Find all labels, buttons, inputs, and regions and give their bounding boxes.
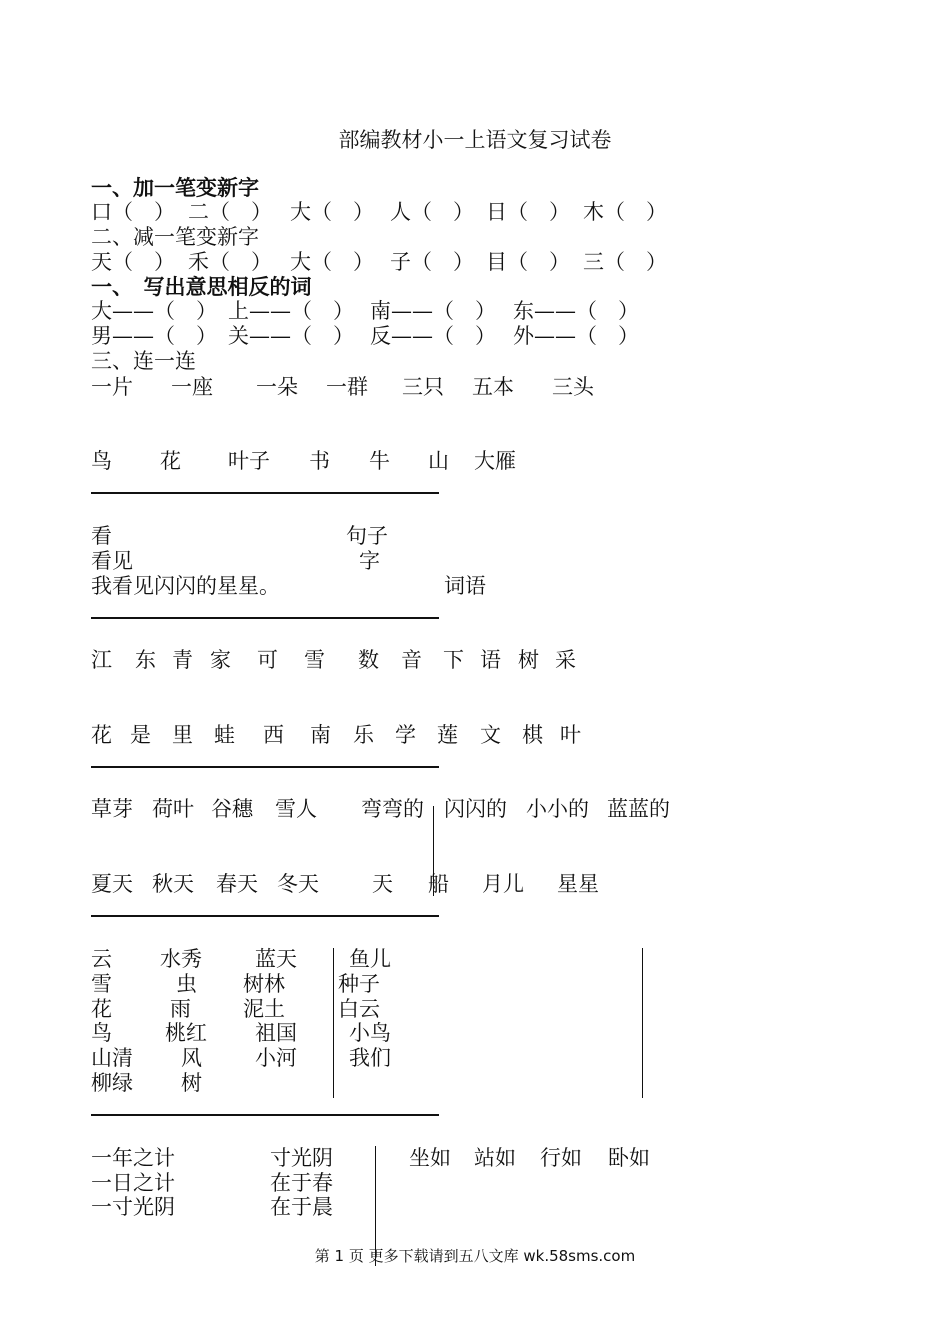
match1-top-word: 五本 [472, 375, 514, 399]
match3-top-char: 青 [172, 648, 193, 672]
match5-col1-word: 云 [91, 947, 112, 971]
match1-top-word: 一片 [91, 375, 133, 399]
match4-top-word: 荷叶 [152, 797, 194, 821]
match3-bottom-char: 棋 [522, 723, 543, 747]
divider-line [91, 1114, 439, 1116]
match5-col1-word: 鸟 [91, 1021, 112, 1045]
remove-stroke-item: 大（ ） [290, 250, 374, 274]
match4-top-word: 雪人 [275, 797, 317, 821]
match3-top-char: 东 [135, 648, 156, 672]
match1-top-word: 一朵 [256, 375, 298, 399]
match1-top-word: 三只 [402, 375, 444, 399]
match6-col1-phrase: 一年之计 [91, 1146, 175, 1170]
match6-right-word: 站如 [474, 1146, 516, 1170]
divider-line [91, 492, 439, 494]
match4-top-word: 闪闪的 [444, 797, 507, 821]
match2-right-item: 句子 [346, 524, 388, 548]
match4-bottom-word: 船 [428, 872, 449, 896]
match1-bottom-word: 花 [160, 449, 181, 473]
page-title: 部编教材小一上语文复习试卷 [338, 128, 612, 152]
match4-bottom-word: 春天 [216, 872, 258, 896]
match3-top-char: 雪 [304, 648, 325, 672]
add-stroke-item: 二（ ） [188, 200, 272, 224]
vertical-rule [333, 948, 334, 1098]
match3-bottom-char: 叶 [560, 723, 581, 747]
match5-col4-word: 种子 [338, 972, 380, 996]
match3-bottom-char: 蛙 [214, 723, 235, 747]
add-stroke-item: 口（ ） [91, 200, 175, 224]
match3-top-char: 家 [210, 648, 231, 672]
section-heading-add-stroke: 一、加一笔变新字 [91, 176, 259, 200]
match3-bottom-char: 学 [395, 723, 416, 747]
match4-bottom-word: 秋天 [152, 872, 194, 896]
match3-top-char: 可 [257, 648, 278, 672]
antonym-item: 男——（ ） [91, 324, 217, 348]
match3-bottom-char: 里 [172, 723, 193, 747]
remove-stroke-item: 天（ ） [91, 250, 175, 274]
match2-left-item: 看见 [91, 549, 133, 573]
match5-col3-word: 泥土 [243, 997, 285, 1021]
remove-stroke-item: 三（ ） [583, 250, 667, 274]
vertical-rule [642, 948, 643, 1098]
antonym-item: 关——（ ） [228, 324, 354, 348]
add-stroke-item: 日（ ） [486, 200, 570, 224]
match5-col1-word: 花 [91, 997, 112, 1021]
match4-top-word: 小小的 [526, 797, 589, 821]
match5-col2-word: 风 [181, 1046, 202, 1070]
match3-top-char: 下 [443, 648, 464, 672]
match6-right-word: 卧如 [608, 1146, 650, 1170]
match6-right-word: 坐如 [409, 1146, 451, 1170]
match5-col2-word: 虫 [176, 972, 197, 996]
match6-col1-phrase: 一日之计 [91, 1171, 175, 1195]
remove-stroke-item: 子（ ） [390, 250, 474, 274]
match4-top-word: 弯弯的 [361, 797, 424, 821]
match4-top-word: 谷穗 [211, 797, 253, 821]
match4-bottom-word: 冬天 [277, 872, 319, 896]
remove-stroke-item: 目（ ） [486, 250, 570, 274]
antonym-item: 南——（ ） [370, 299, 496, 323]
match1-top-word: 一座 [171, 375, 213, 399]
match5-col1-word: 柳绿 [91, 1071, 133, 1095]
match1-bottom-word: 牛 [369, 449, 390, 473]
match5-col3-word: 树林 [243, 972, 285, 996]
match1-bottom-word: 山 [428, 449, 449, 473]
match4-bottom-word: 星星 [557, 872, 599, 896]
match2-right-item: 词语 [444, 574, 486, 598]
section-heading-remove-stroke: 二、减一笔变新字 [91, 225, 259, 249]
match4-bottom-word: 天 [372, 872, 393, 896]
match1-bottom-word: 书 [309, 449, 330, 473]
match3-bottom-char: 文 [480, 723, 501, 747]
match4-bottom-word: 夏天 [91, 872, 133, 896]
section-heading-antonyms: 一、 写出意思相反的词 [91, 275, 312, 299]
match5-col4-word: 白云 [338, 997, 380, 1021]
section-heading-matching: 三、连一连 [91, 349, 196, 373]
add-stroke-item: 木（ ） [583, 200, 667, 224]
match1-top-word: 三头 [552, 375, 594, 399]
remove-stroke-item: 禾（ ） [188, 250, 272, 274]
match6-col1-phrase: 一寸光阴 [91, 1195, 175, 1219]
match3-bottom-char: 花 [91, 723, 112, 747]
match5-col3-word: 小河 [255, 1046, 297, 1070]
match5-col1-word: 雪 [91, 972, 112, 996]
match3-top-char: 语 [480, 648, 501, 672]
match3-bottom-char: 莲 [437, 723, 458, 747]
match5-col4-word: 我们 [349, 1046, 391, 1070]
match2-right-item: 字 [359, 549, 380, 573]
match5-col2-word: 雨 [170, 997, 191, 1021]
add-stroke-item: 人（ ） [390, 200, 474, 224]
match6-right-word: 行如 [540, 1146, 582, 1170]
match1-bottom-word: 鸟 [91, 449, 112, 473]
match3-bottom-char: 西 [263, 723, 284, 747]
match2-left-item: 我看见闪闪的星星。 [91, 574, 280, 598]
match3-top-char: 数 [358, 648, 379, 672]
match5-col1-word: 山清 [91, 1046, 133, 1070]
match4-bottom-word: 月儿 [482, 872, 524, 896]
match6-col2-phrase: 寸光阴 [270, 1146, 333, 1170]
antonym-item: 东——（ ） [513, 299, 639, 323]
match3-bottom-char: 南 [310, 723, 331, 747]
antonym-item: 反——（ ） [370, 324, 496, 348]
match3-top-char: 音 [401, 648, 422, 672]
antonym-item: 上——（ ） [228, 299, 354, 323]
match5-col4-word: 鱼儿 [349, 947, 391, 971]
match1-bottom-word: 大雁 [474, 449, 516, 473]
match3-top-char: 采 [555, 648, 576, 672]
match6-col2-phrase: 在于春 [270, 1171, 333, 1195]
antonym-item: 大——（ ） [91, 299, 217, 323]
page-footer: 第 1 页 更多下载请到五八文库 wk.58sms.com [314, 1247, 636, 1265]
match4-top-word: 蓝蓝的 [607, 797, 670, 821]
match5-col3-word: 蓝天 [255, 947, 297, 971]
antonym-item: 外——（ ） [513, 324, 639, 348]
match3-bottom-char: 是 [130, 723, 151, 747]
match5-col2-word: 树 [181, 1071, 202, 1095]
match3-top-char: 江 [91, 648, 112, 672]
match5-col2-word: 水秀 [160, 947, 202, 971]
match1-top-word: 一群 [326, 375, 368, 399]
divider-line [91, 915, 439, 917]
match5-col4-word: 小鸟 [349, 1021, 391, 1045]
divider-line [91, 766, 439, 768]
add-stroke-item: 大（ ） [290, 200, 374, 224]
match4-top-word: 草芽 [91, 797, 133, 821]
match3-top-char: 树 [518, 648, 539, 672]
match6-col2-phrase: 在于晨 [270, 1195, 333, 1219]
match3-bottom-char: 乐 [353, 723, 374, 747]
match5-col2-word: 桃红 [165, 1021, 207, 1045]
match1-bottom-word: 叶子 [228, 449, 270, 473]
match2-left-item: 看 [91, 524, 112, 548]
divider-line [91, 617, 439, 619]
match5-col3-word: 祖国 [255, 1021, 297, 1045]
